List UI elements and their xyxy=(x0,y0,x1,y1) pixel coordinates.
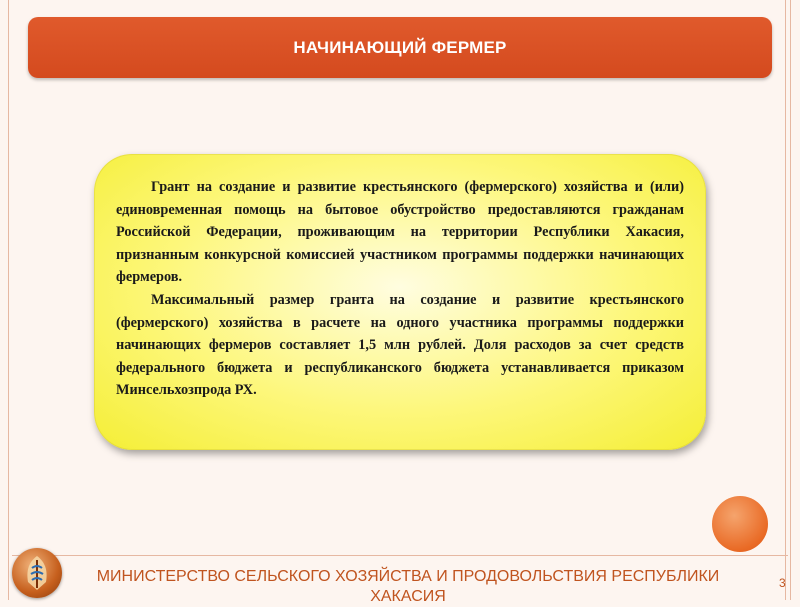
footer-divider xyxy=(12,555,788,556)
ministry-emblem-icon xyxy=(12,548,62,598)
paragraph-grant: Грант на создание и развитие крестьянского (фермерского) хозяйства и (или) единовременная помощь на бытовое обустройство предоставляются гражданам Российской Федерации, проживающим на территории Республики Хакасия, признанным конкурсной комиссией участником программы поддержки начинающих фермеров. xyxy=(116,179,684,286)
title-banner xyxy=(28,17,772,78)
paragraph-max-grant: Максимальный размер гранта на создание и развитие крестьянского (фермерского) хозяйства в расчете на одного участника программы поддержки начинающих фермеров составляет 1,5 млн рублей. Доля расходов за счет средств федерального бюджета и республиканского бюджета устанавливается приказом Минсельхозпрода РХ. xyxy=(116,291,684,399)
footer-ministry-name: МИНИСТЕРСТВО СЕЛЬСКОГО ХОЗЯЙСТВА И ПРОДОВОЛЬСТВИЯ РЕСПУБЛИКИ ХАКАСИЯ xyxy=(96,568,720,605)
content-box xyxy=(94,154,706,450)
page-number: 3 xyxy=(779,576,786,590)
slide-title: НАЧИНАЮЩИЙ ФЕРМЕР xyxy=(293,37,507,57)
decorative-circle xyxy=(712,496,768,552)
frame-line xyxy=(790,0,791,600)
